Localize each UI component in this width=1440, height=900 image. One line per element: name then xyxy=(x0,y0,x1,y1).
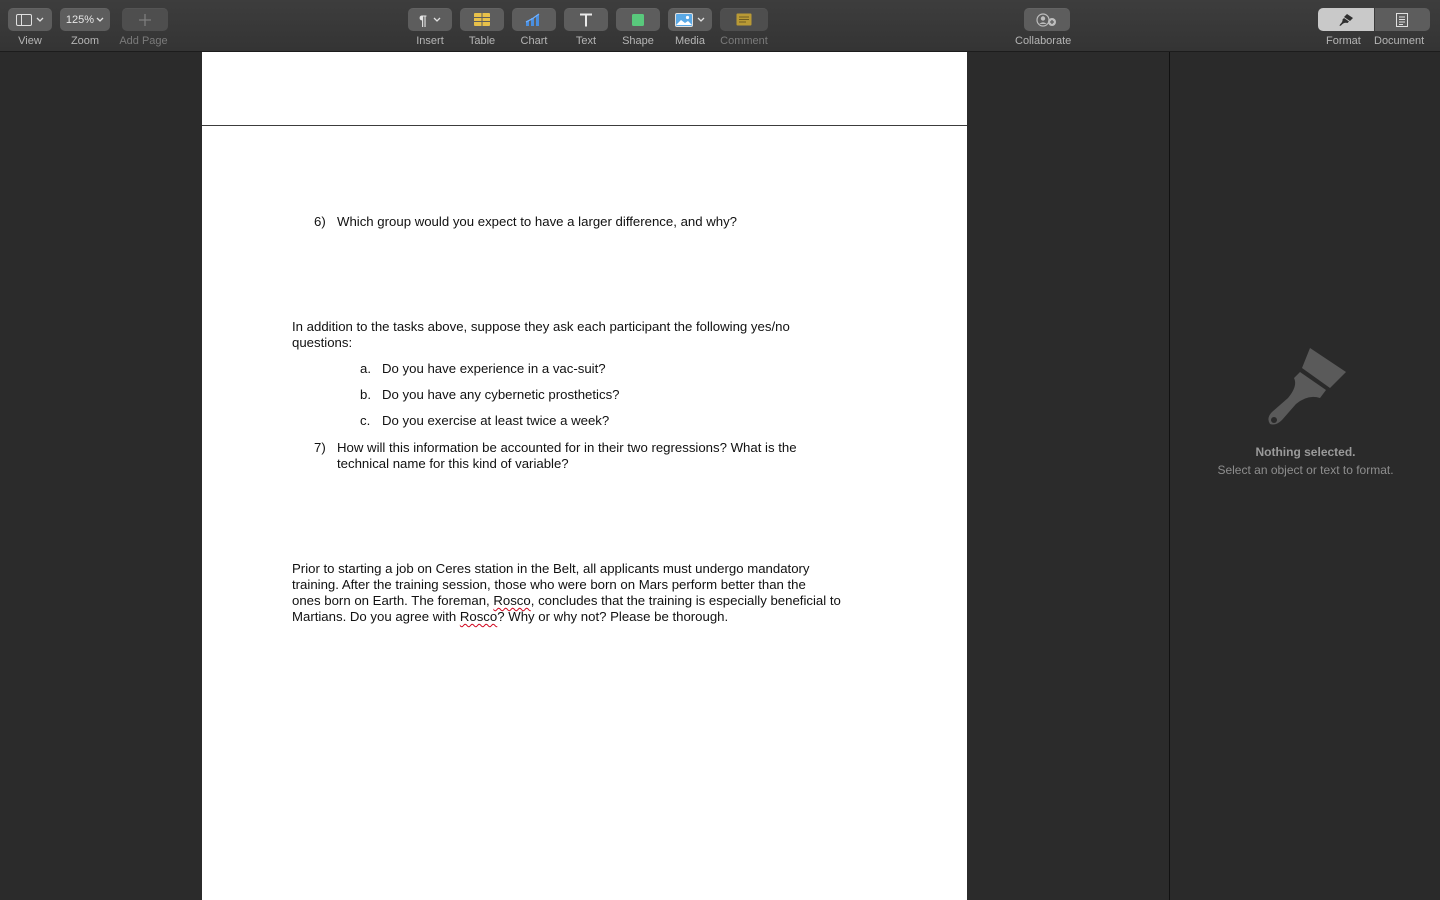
toolbar xyxy=(0,0,1440,52)
insert-button[interactable] xyxy=(408,8,452,31)
collaborate-button[interactable] xyxy=(1024,8,1070,31)
chevron-down-icon xyxy=(36,17,44,23)
format-inspector xyxy=(1169,52,1440,900)
chart-label: Chart xyxy=(520,35,548,47)
text-icon xyxy=(579,13,593,27)
document-label: Document xyxy=(1374,35,1425,47)
format-label: Format xyxy=(1326,35,1361,47)
document-page[interactable] xyxy=(202,52,967,900)
chart-button[interactable] xyxy=(512,8,556,31)
view-control[interactable] xyxy=(8,8,52,47)
misspelled-word: Rosco xyxy=(459,609,498,624)
chevron-down-icon xyxy=(697,17,705,23)
view-label: View xyxy=(18,35,42,47)
text-label: Text xyxy=(575,35,597,47)
media-control[interactable] xyxy=(668,8,712,47)
chart-control[interactable] xyxy=(512,8,556,47)
pilcrow-icon: ¶ xyxy=(419,11,427,28)
table-label: Table xyxy=(468,35,496,47)
document-canvas[interactable] xyxy=(0,52,1169,900)
collaborate-control[interactable] xyxy=(1015,8,1071,47)
paragraph-line: In addition to the tasks above, suppose they ask each participant the following yes/no xyxy=(292,319,790,334)
question-7-number: 7) xyxy=(314,440,326,455)
document-tab[interactable] xyxy=(1374,8,1431,31)
text-run: , concludes that the training is especially beneficial to xyxy=(530,593,841,608)
text-button[interactable] xyxy=(564,8,608,31)
format-tab[interactable] xyxy=(1318,8,1374,31)
shape-label: Shape xyxy=(622,35,654,47)
shape-icon xyxy=(631,13,645,27)
zoom-label: Zoom xyxy=(70,35,100,47)
list-item-marker: b. xyxy=(360,387,371,402)
inspector-title: Nothing selected. xyxy=(1255,445,1356,459)
list-item: Do you exercise at least twice a week? xyxy=(382,413,610,428)
paintbrush-icon xyxy=(1338,13,1354,27)
chevron-down-icon xyxy=(433,17,441,23)
list-item-marker: c. xyxy=(360,413,371,428)
media-button[interactable] xyxy=(668,8,712,31)
table-control[interactable] xyxy=(460,8,504,47)
header-divider xyxy=(202,125,967,126)
media-label: Media xyxy=(675,35,705,47)
question-6-number: 6) xyxy=(314,214,326,229)
add-page-control[interactable] xyxy=(119,8,168,47)
text-run: ones born on Earth. The foreman, xyxy=(292,593,494,608)
zoom-control[interactable] xyxy=(60,8,110,47)
text-run: ? Why or why not? Please be thorough. xyxy=(497,609,729,624)
comment-icon xyxy=(736,13,752,26)
add-page-button[interactable] xyxy=(122,8,168,31)
collaborate-icon xyxy=(1036,13,1058,27)
text-control[interactable] xyxy=(564,8,608,47)
paragraph-line xyxy=(292,593,841,609)
plus-icon xyxy=(139,14,151,26)
table-icon xyxy=(474,13,490,26)
question-6-text: Which group would you expect to have a larger difference, and why? xyxy=(337,214,738,229)
misspelled-word: Rosco xyxy=(493,593,531,608)
zoom-value: 125% xyxy=(65,13,95,26)
paintbrush-icon xyxy=(1264,346,1348,430)
list-item: Do you have experience in a vac-suit? xyxy=(382,361,606,376)
question-7-text: technical name for this kind of variable? xyxy=(337,456,569,471)
inspector-subtitle: Select an object or text to format. xyxy=(1217,463,1394,477)
paragraph-line: Prior to starting a job on Ceres station in the Belt, all applicants must undergo mandatory xyxy=(292,561,810,576)
comment-label: Comment xyxy=(720,35,768,47)
paragraph-line: training. After the training session, those who were born on Mars perform better than the xyxy=(292,577,806,592)
inspector-toggle xyxy=(1318,8,1430,31)
view-button[interactable] xyxy=(8,8,52,31)
sidebar-layout-icon xyxy=(16,14,32,26)
shape-control[interactable] xyxy=(616,8,660,47)
list-item: Do you have any cybernetic prosthetics? xyxy=(382,387,620,402)
insert-control[interactable] xyxy=(408,8,452,47)
add-page-label: Add Page xyxy=(119,35,168,47)
comment-control[interactable] xyxy=(720,8,768,47)
list-item-marker: a. xyxy=(360,361,371,376)
comment-button[interactable] xyxy=(720,8,768,31)
chart-icon xyxy=(525,13,543,26)
table-button[interactable] xyxy=(460,8,504,31)
paragraph-line xyxy=(292,609,728,625)
document-icon xyxy=(1396,13,1408,27)
chevron-down-icon xyxy=(96,17,104,23)
zoom-button[interactable] xyxy=(60,8,110,31)
question-7-text: How will this information be accounted for in their two regressions? What is the xyxy=(337,440,797,455)
shape-button[interactable] xyxy=(616,8,660,31)
paragraph-line: questions: xyxy=(292,335,353,350)
collaborate-label: Collaborate xyxy=(1015,35,1072,47)
insert-label: Insert xyxy=(416,35,444,47)
text-run: Martians. Do you agree with xyxy=(292,609,460,624)
photo-icon xyxy=(675,13,693,27)
